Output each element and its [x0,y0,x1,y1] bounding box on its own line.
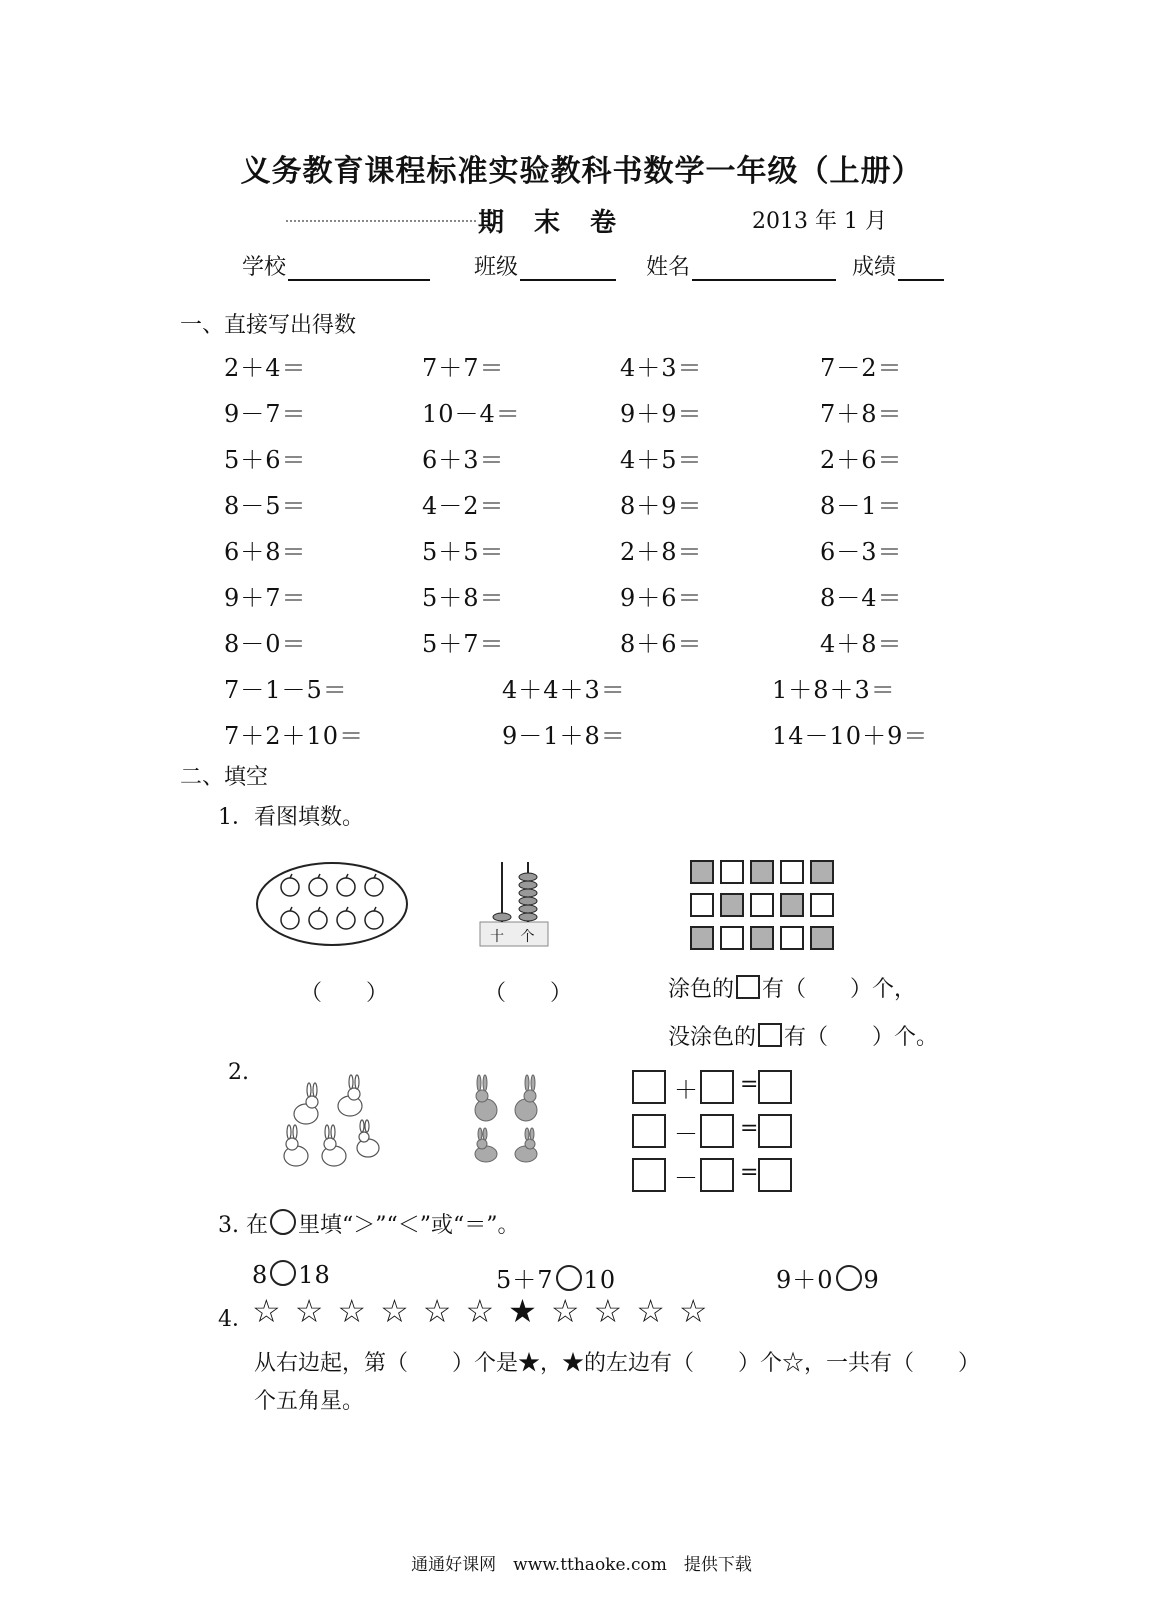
shaded-square [810,926,834,950]
unshaded-count-line [668,1020,938,1051]
calc-item-3term: 4＋4＋3＝ [502,676,626,704]
white-rabbits-figure [272,1070,392,1174]
calc-item: 4＋8＝ [820,630,903,658]
name-label: 姓名 [646,255,691,280]
unshaded-square [810,893,834,917]
calc-item: 8＋6＝ [620,630,703,658]
apple-answer[interactable]: （ ） [300,981,389,1006]
q1-label: 1．看图填数。 [218,805,364,830]
q3-label-a: 3. 在 [218,1213,268,1238]
calc-item: 8－1＝ [820,492,903,520]
footer-credit: 通通好课网 www.tthaoke.com 提供下载 [411,1555,752,1575]
eq1-op: ＋ [674,1076,698,1104]
section2-heading: 二、填空 [180,765,269,790]
calc-item: 2＋4＝ [224,354,307,382]
eq2-box-b[interactable] [700,1114,734,1148]
q3-label-b: 里填“＞”“＜”或“＝”。 [297,1213,520,1238]
circle-symbol [270,1209,296,1235]
compare-item-2 [496,1260,616,1295]
shaded-square [690,860,714,884]
eq2-box-c[interactable] [758,1114,792,1148]
dotted-leader [286,220,476,222]
score-field[interactable] [852,250,944,281]
calc-item: 8－0＝ [224,630,307,658]
square-symbol [736,975,760,999]
unshaded-text-b: 有（ ）个。 [784,1025,939,1050]
eq3-op: － [674,1164,698,1192]
eq2-op: － [674,1120,698,1148]
compare-left: 5＋7 [496,1266,554,1294]
q3-label [218,1208,519,1239]
calc-item: 2＋8＝ [620,538,703,566]
unshaded-square [780,926,804,950]
square-symbol [758,1023,782,1047]
calc-item-3term: 1＋8＋3＝ [772,676,896,704]
compare-right: 18 [298,1261,331,1289]
shaded-square [780,893,804,917]
calc-item: 5＋8＝ [422,584,505,612]
q2-label: 2. [228,1060,249,1085]
eq1-equals: = [740,1072,759,1097]
calc-item: 4－2＝ [422,492,505,520]
unshaded-square [750,893,774,917]
compare-item-1 [252,1260,331,1289]
compare-item-3 [776,1260,880,1295]
unshaded-square [720,926,744,950]
calc-item-3term: 14－10＋9＝ [772,722,929,750]
calc-item: 8＋9＝ [620,492,703,520]
abacus-place-labels: 十 个 [490,929,541,945]
compare-circle[interactable] [556,1265,582,1291]
school-blank[interactable] [288,257,430,281]
name-blank[interactable] [692,257,836,281]
compare-left: 8 [252,1261,269,1289]
page-title: 义务教育课程标准实验教科书数学一年级（上册） [240,154,923,189]
class-label: 班级 [474,255,519,280]
calc-item: 7＋8＝ [820,400,903,428]
calc-item-3term: 7＋2＋10＝ [224,722,365,750]
name-field[interactable] [646,250,836,281]
eq3-box-a[interactable] [632,1158,666,1192]
q4-line1: 从右边起，第（ ）个是★，★的左边有（ ）个☆，一共有（ ） [254,1351,981,1376]
calc-item: 8－4＝ [820,584,903,612]
calc-item: 9＋9＝ [620,400,703,428]
eq1-box-b[interactable] [700,1070,734,1104]
calc-item: 4＋5＝ [620,446,703,474]
calc-item: 7－2＝ [820,354,903,382]
calc-item: 9－7＝ [224,400,307,428]
calc-item: 2＋6＝ [820,446,903,474]
eq1-box-a[interactable] [632,1070,666,1104]
class-blank[interactable] [520,257,616,281]
calc-item: 10－4＝ [422,400,521,428]
score-blank[interactable] [898,257,944,281]
class-field[interactable] [474,250,616,281]
eq2-equals: = [740,1116,759,1141]
eq3-box-c[interactable] [758,1158,792,1192]
calc-item: 7＋7＝ [422,354,505,382]
calc-item: 5＋6＝ [224,446,307,474]
school-label: 学校 [242,255,287,280]
score-label: 成绩 [852,255,897,280]
compare-circle[interactable] [270,1260,296,1286]
shaded-square [750,860,774,884]
unshaded-square [720,860,744,884]
shaded-square-grid [690,860,840,956]
exam-date: 2013 年 1 月 [752,209,887,234]
calc-item: 9＋7＝ [224,584,307,612]
apple-oval-figure [254,860,410,948]
shaded-square [690,926,714,950]
compare-left: 9＋0 [776,1266,834,1294]
shaded-square [810,860,834,884]
compare-right: 9 [863,1266,880,1294]
star-row: ☆☆☆☆☆☆★☆☆☆☆ [252,1292,722,1330]
calc-item: 6＋8＝ [224,538,307,566]
compare-right: 10 [583,1266,617,1294]
shaded-square [720,893,744,917]
grey-rabbits-figure [464,1072,550,1168]
school-field[interactable] [242,250,430,281]
unshaded-square [690,893,714,917]
eq3-box-b[interactable] [700,1158,734,1192]
shaded-text-b: 有（ ）个， [762,977,917,1002]
section1-heading: 一、直接写出得数 [180,313,357,338]
calc-item: 5＋7＝ [422,630,505,658]
calc-item-3term: 7－1－5＝ [224,676,348,704]
shaded-text-a: 涂色的 [668,977,735,1002]
shaded-square [750,926,774,950]
eq2-box-a[interactable] [632,1114,666,1148]
calc-item-3term: 9－1＋8＝ [502,722,626,750]
eq1-box-c[interactable] [758,1070,792,1104]
calc-item: 5＋5＝ [422,538,505,566]
eq3-equals: = [740,1160,759,1185]
calc-item: 8－5＝ [224,492,307,520]
shaded-count-line [668,972,916,1003]
calc-item: 9＋6＝ [620,584,703,612]
unshaded-text-a: 没涂色的 [668,1025,757,1050]
exam-subtitle: 期末卷 [478,208,647,238]
calc-item: 6－3＝ [820,538,903,566]
calc-item: 4＋3＝ [620,354,703,382]
unshaded-square [780,860,804,884]
compare-circle[interactable] [836,1265,862,1291]
q4-line2: 个五角星。 [254,1389,365,1414]
q4-label: 4． [218,1307,254,1332]
abacus-answer[interactable]: （ ） [484,981,573,1006]
calc-item: 6＋3＝ [422,446,505,474]
